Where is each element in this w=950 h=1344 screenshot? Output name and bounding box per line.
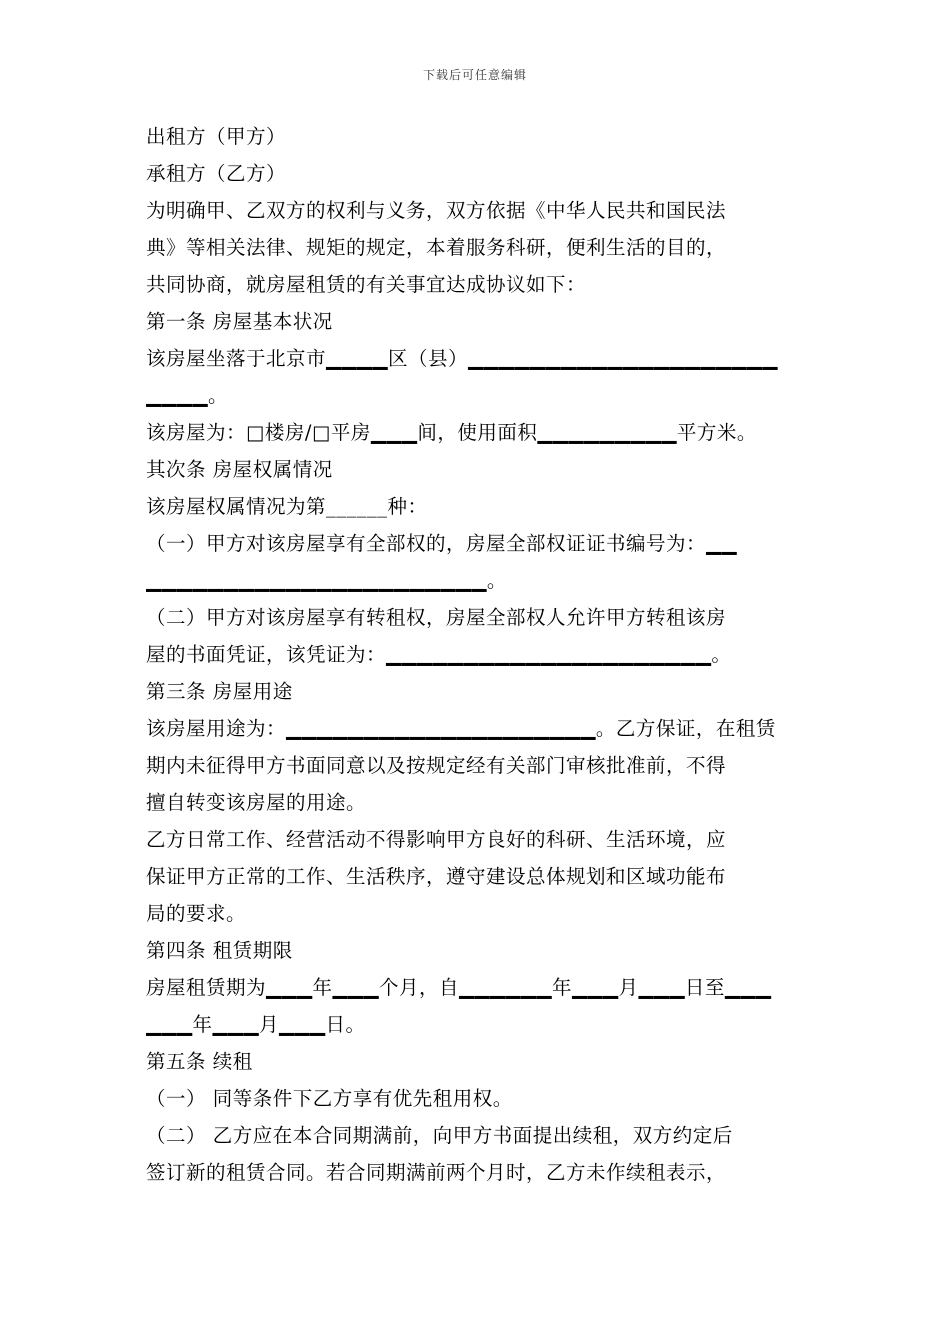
section-title-5: 第五条 续租: [146, 1050, 253, 1073]
text-line-intro-1: 为明确甲、乙双方的权利与义务，双方依据《中华人民共和国民法: [146, 199, 727, 222]
text-line-location-1: 该房屋坐落于北京市▁▁▁▁区（县）▁▁▁▁▁▁▁▁▁▁▁▁▁▁▁▁▁▁▁▁: [146, 347, 778, 370]
text-line-usage-2: 期内未征得甲方书面同意以及按规定经有关部门审核批准前，不得: [146, 754, 727, 777]
text-line-usage-3: 擅自转变该房屋的用途。: [146, 791, 367, 814]
header-note: 下载后可任意编辑: [422, 68, 527, 82]
text-line-party-a: 出租方（甲方）: [146, 125, 287, 148]
text-line-activity-2: 保证甲方正常的工作、生活秩序，遵守建设总体规划和区域功能布: [146, 865, 727, 888]
text-line-ownership-1b: ▁▁▁▁▁▁▁▁▁▁▁▁▁▁▁▁▁▁▁▁▁▁。: [146, 569, 507, 592]
text-line-intro-2: 典》等相关法律、规矩的规定，本着服务科研，便利生活的目的，: [146, 236, 727, 259]
text-line-ownership: 该房屋权属情况为第______种：: [146, 495, 428, 518]
section-title-2: 其次条 房屋权属情况: [146, 458, 333, 481]
text-line-ownership-2a: （二）甲方对该房屋享有转租权，房屋全部权人允许甲方转租该房: [146, 606, 727, 629]
text-line-ownership-2b: 屋的书面凭证，该凭证为：▁▁▁▁▁▁▁▁▁▁▁▁▁▁▁▁▁▁▁▁▁。: [146, 643, 732, 666]
text-line-activity-1: 乙方日常工作、经营活动不得影响甲方良好的科研、生活环境，应: [146, 828, 727, 851]
text-line-renewal-1: （一） 同等条件下乙方享有优先租用权。: [146, 1087, 513, 1110]
section-title-1: 第一条 房屋基本状况: [146, 310, 333, 333]
text-line-activity-3: 局的要求。: [146, 902, 247, 925]
section-title-4: 第四条 租赁期限: [146, 939, 293, 962]
text-line-location-2: ▁▁▁▁。: [146, 384, 228, 407]
text-line-party-b: 承租方（乙方）: [146, 162, 287, 185]
text-line-term-2: ▁▁▁年▁▁▁月▁▁▁日。: [146, 1013, 366, 1036]
text-line-intro-3: 共同协商，就房屋租赁的有关事宜达成协议如下：: [146, 273, 587, 296]
text-line-renewal-3: 签订新的租赁合同。若合同期满前两个月时，乙方未作续租表示，: [146, 1161, 727, 1184]
text-line-renewal-2: （二） 乙方应在本合同期满前，向甲方书面提出续租，双方约定后: [146, 1124, 733, 1147]
text-line-house-type: 该房屋为：□楼房/□平房▁▁▁间，使用面积▁▁▁▁▁▁▁▁▁平方米。: [146, 421, 757, 444]
text-line-term-1: 房屋租赁期为▁▁▁年▁▁▁个月，自▁▁▁▁▁▁年▁▁▁月▁▁▁日至▁▁▁: [146, 976, 772, 999]
document-body: [146, 118, 806, 1191]
section-title-3: 第三条 房屋用途: [146, 680, 293, 703]
text-line-ownership-1a: （一）甲方对该房屋享有全部权的，房屋全部权证证书编号为：▁▁: [146, 532, 737, 555]
text-line-usage-1: 该房屋用途为：▁▁▁▁▁▁▁▁▁▁▁▁▁▁▁▁▁▁▁▁。乙方保证，在租赁: [146, 717, 776, 740]
